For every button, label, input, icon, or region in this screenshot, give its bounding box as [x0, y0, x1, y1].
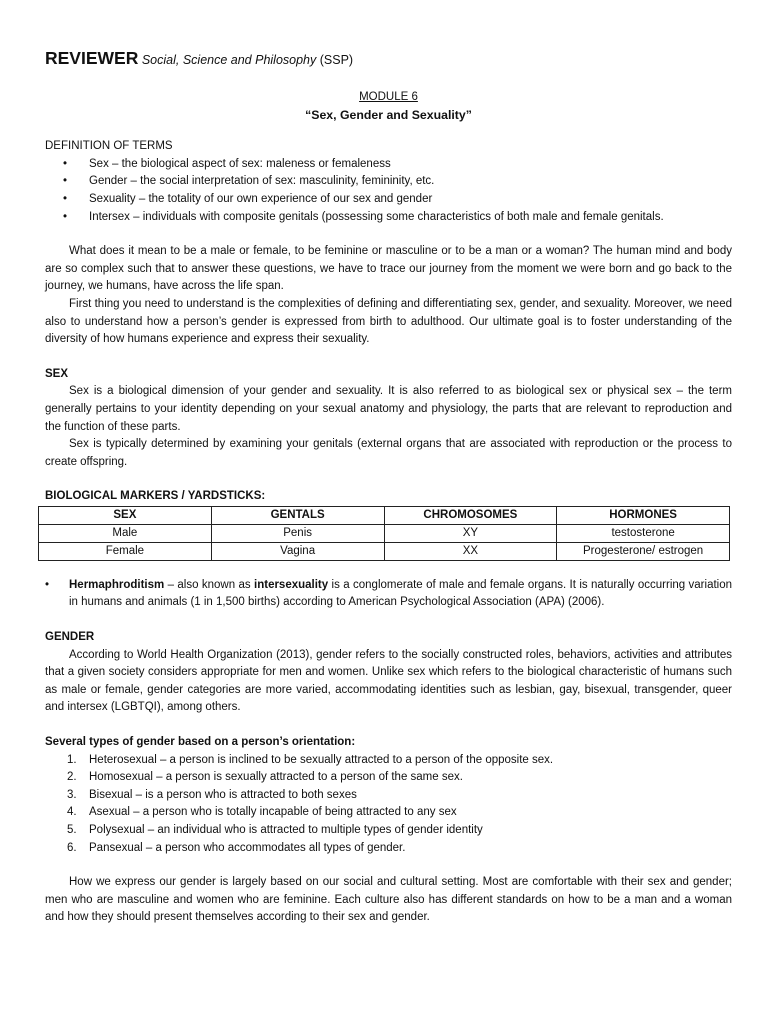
table-row: [39, 542, 730, 560]
module-label: MODULE 6: [359, 91, 418, 103]
list-item: [67, 752, 732, 770]
list-item: [67, 840, 732, 858]
sex-paragraph-1: Sex is a biological dimension of your gender and sexuality. It is also referred to as biological sex or physical sex – the term generally pertains to your identity depending on your sexual anatomy and physiology, the parts that are relevant to reproduction and the function of these parts.: [45, 385, 732, 433]
gender-paragraph-1: According to World Health Organization (2013), gender refers to the socially constructed roles, behaviors, activities and attributes that a given society considers appropriate for men and women. Unlike sex which refers to the biological characteristic of humans such as male or female, gender categories are more varied, accommodating identities such as lesbian, gay, bisexual, transgender, queer and intersex (LGBTQI), among others.: [45, 648, 732, 714]
list-text: Pansexual – a person who accommodates all types of gender.: [89, 841, 406, 854]
table-cell: Male: [39, 524, 212, 542]
list-number: 1.: [67, 753, 77, 766]
list-item: • Gender – the social interpretation of sex: masculinity, femininity, etc.: [63, 173, 732, 191]
table-cell: XX: [384, 542, 557, 560]
markers-heading: BIOLOGICAL MARKERS / YARDSTICKS:: [45, 490, 266, 503]
table-cell: testosterone: [557, 524, 730, 542]
table-header-cell: CHROMOSOMES: [384, 506, 557, 524]
table-cell: Penis: [211, 524, 384, 542]
module-title: “Sex, Gender and Sexuality”: [305, 107, 472, 122]
header-subject: Social, Science and Philosophy: [141, 53, 317, 67]
intro-paragraph-2: First thing you need to understand is the complexities of defining and differentiating sex, gender, and sexuality. Moreover, we need also to understand how a person’s gender is expressed from birth to adulthood. Our ultimate goal is to foster understanding of the diversity of how humans experience and express their sexuality.: [45, 297, 732, 346]
list-number: 2.: [67, 771, 77, 784]
list-text: Asexual – a person who is totally incapable of being attracted to any sex: [89, 806, 457, 819]
list-item: [67, 787, 732, 805]
intro-paragraph-1: What does it mean to be a male or female, to be feminine or masculine or to be a man or a woman? The human mind and body are so complex such that to answer these questions, we have to trace our journey from the moment we were born and go back to the journey, we humans, have across the life span.: [45, 245, 732, 293]
list-item: • Sex – the biological aspect of sex: maleness or femaleness: [63, 156, 732, 174]
list-item: • Intersex – individuals with composite genitals (possessing some characteristics of both male and female genitals.: [63, 209, 732, 227]
document-header: [45, 48, 732, 70]
sex-paragraph-2: Sex is typically determined by examining your genitals (external organs that are associated with reproduction or the process to create offspring.: [45, 438, 732, 468]
table-cell: Vagina: [211, 542, 384, 560]
table-header-cell: HORMONES: [557, 506, 730, 524]
list-item: [67, 769, 732, 787]
header-tag: (SSP): [319, 53, 354, 67]
term-description: is a conglomerate of male and female organs. It is naturally occurring variation in humans and animals (1 in 1,500 births) according to American Psychological Association (APA) (2006).: [69, 578, 733, 609]
gender-heading: GENDER: [45, 631, 95, 644]
table-header-cell: GENTALS: [211, 506, 384, 524]
hermaphroditism-item: [45, 577, 732, 612]
gender-types-heading: Several types of gender based on a person’s orientation:: [45, 736, 356, 749]
biological-markers-table: [38, 506, 730, 561]
document-page: [45, 48, 732, 927]
gender-types-list: [45, 752, 732, 858]
header-title: REVIEWER: [45, 48, 139, 68]
list-item: [67, 804, 732, 822]
list-item: • Sexuality – the totality of our own experience of our sex and gender: [63, 191, 732, 209]
sex-heading: SEX: [45, 367, 69, 380]
term-hermaphroditism: Hermaphroditism: [69, 578, 165, 591]
list-number: 5.: [67, 824, 77, 836]
term-connector: – also known as: [164, 578, 255, 591]
term-intersexuality: intersexuality: [254, 578, 329, 591]
list-number: 3.: [67, 788, 77, 801]
list-number: 6.: [67, 841, 77, 854]
list-text: Heterosexual – a person is inclined to be sexually attracted to a person of the opposite sex.: [89, 753, 554, 766]
list-text: Bisexual – is a person who is attracted to both sexes: [89, 788, 357, 801]
bullet-icon: •: [45, 578, 50, 591]
list-text: Polysexual – an individual who is attracted to multiple types of gender identity: [89, 824, 483, 836]
table-cell: Female: [39, 542, 212, 560]
table-header-cell: SEX: [39, 506, 212, 524]
gender-paragraph-2: How we express our gender is largely based on our social and cultural setting. Most are comfortable with their sex and gender; men who are masculine and women who are feminine. Each culture also has different standards on how to be a man and a woman and how they should present themselves according to their sex and gender.: [45, 876, 732, 924]
list-number: 4.: [67, 806, 77, 819]
definitions-list: [45, 156, 732, 226]
table-cell: Progesterone/ estrogen: [557, 542, 730, 560]
table-row: [39, 524, 730, 542]
table-header-row: [39, 506, 730, 524]
definitions-heading: DEFINITION OF TERMS: [45, 140, 173, 153]
list-item: [67, 822, 732, 840]
table-cell: XY: [384, 524, 557, 542]
list-text: Homosexual – a person is sexually attracted to a person of the same sex.: [89, 771, 463, 784]
